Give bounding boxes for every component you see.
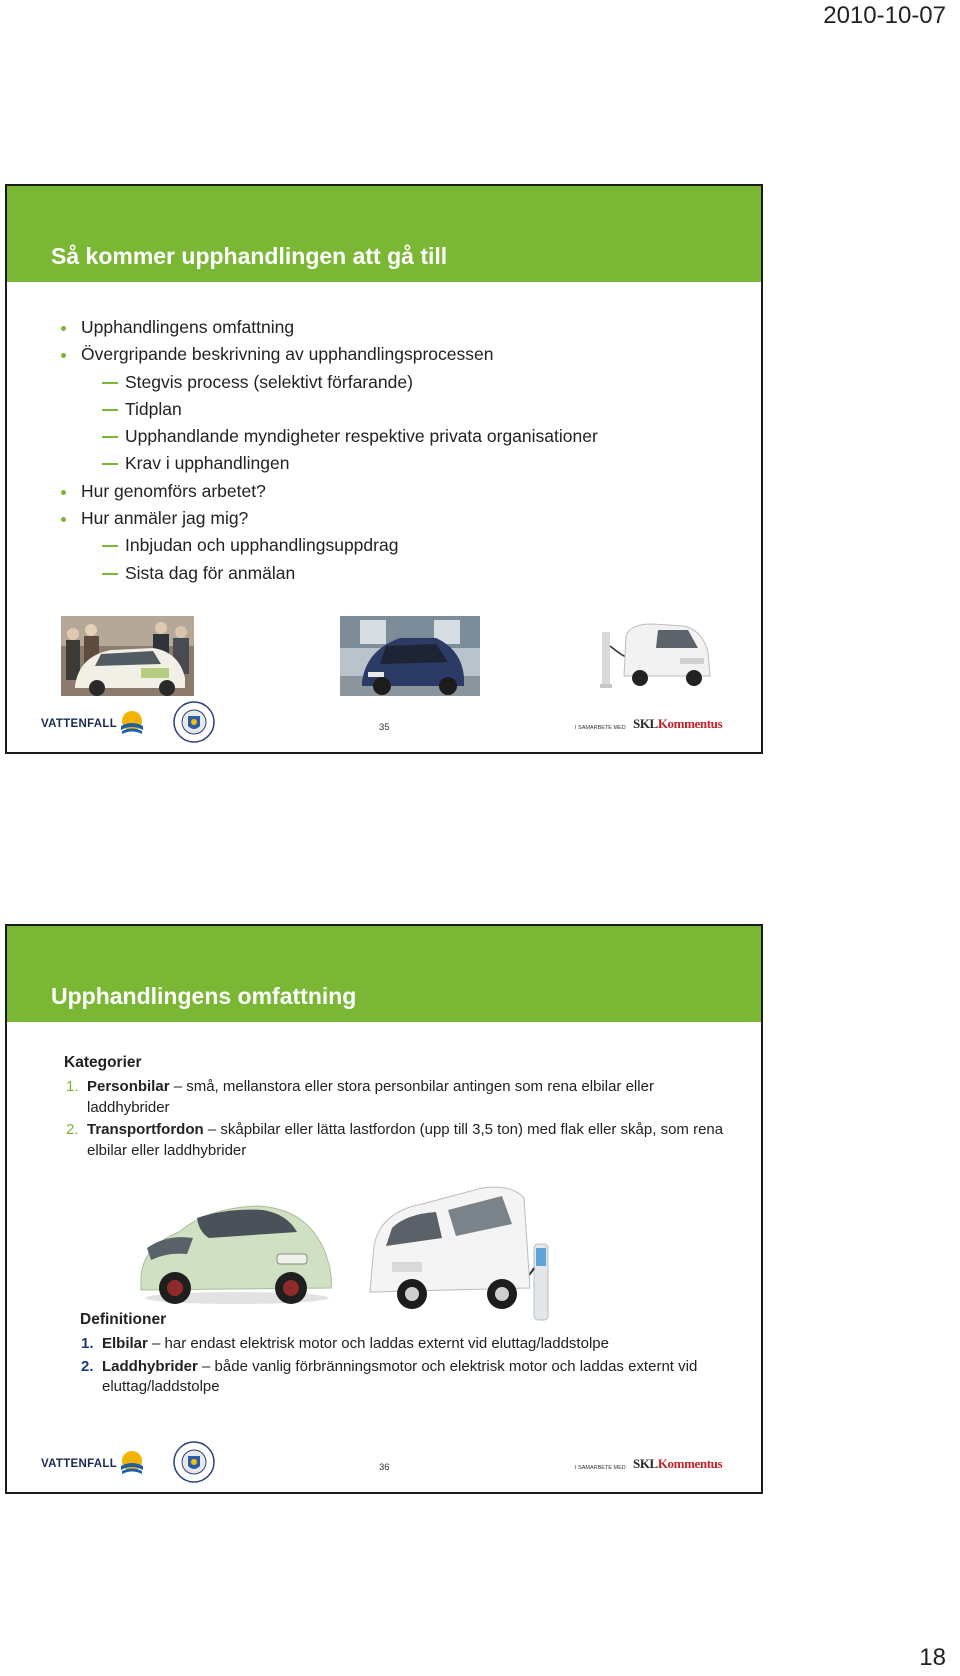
skl-kommentus-logo [633, 1456, 722, 1472]
samarbete-label: I SAMARBETE MED [575, 725, 626, 731]
stockholm-stad-seal-icon [172, 1440, 216, 1484]
slide-footer [7, 696, 761, 752]
definitions-list [81, 1334, 722, 1398]
sub-bullet-item: Tidplan [57, 396, 598, 423]
slide-number: 35 [379, 722, 390, 733]
slide-number: 36 [379, 1462, 390, 1473]
sub-bullet-item: Inbjudan och upphandlingsuppdrag [57, 532, 598, 559]
slide-header [7, 926, 761, 1022]
category-item [66, 1077, 727, 1118]
vattenfall-mark-icon [119, 1450, 145, 1476]
category-item [66, 1120, 727, 1161]
sub-bullet-item: Sista dag för anmälan [57, 560, 598, 587]
category-number: 1. [66, 1078, 79, 1095]
vattenfall-logo: VATTENFALL [41, 718, 118, 730]
definition-item [81, 1357, 722, 1398]
category-description: – skåpbilar eller lätta lastfordon (upp till 3,5 ton) med flak eller skåp, som rena elbilar eller laddhybrider [87, 1121, 724, 1159]
stockholm-stad-seal-icon [172, 700, 216, 744]
kommentus-logo-text: Kommentus [657, 716, 723, 731]
bullet-list [57, 314, 598, 587]
category-number: 2. [66, 1121, 79, 1138]
photo-white-van-charging [362, 1184, 582, 1324]
skl-logo-text: SKL [633, 716, 658, 731]
definition-term: Laddhybrider [102, 1357, 198, 1375]
slide-title: Upphandlingens omfattning [51, 983, 357, 1009]
categories-heading: Kategorier [64, 1054, 142, 1071]
sub-bullet-item: Upphandlande myndigheter respektive privata organisationer [57, 423, 598, 450]
definitions-heading: Definitioner [80, 1311, 167, 1328]
bullet-item: Hur genomförs arbetet? [57, 478, 598, 505]
vattenfall-logo: VATTENFALL [41, 1458, 118, 1470]
skl-kommentus-logo [633, 716, 722, 732]
photo-white-van-charging [592, 616, 717, 696]
category-term: Personbilar [87, 1078, 170, 1095]
categories-list [66, 1077, 727, 1161]
definition-term: Elbilar [102, 1335, 148, 1352]
bullet-item: Hur anmäler jag mig? [57, 505, 598, 532]
sub-bullet-item: Krav i upphandlingen [57, 450, 598, 477]
photo-green-electric-car [127, 1188, 347, 1308]
slide-35 [5, 184, 763, 754]
vattenfall-mark-icon [119, 710, 145, 736]
page-number: 18 [919, 1644, 946, 1671]
slide-footer [7, 1436, 761, 1492]
definition-number: 2. [81, 1357, 94, 1375]
skl-logo-text: SKL [633, 1456, 658, 1471]
samarbete-label: I SAMARBETE MED [575, 1465, 626, 1471]
slide-36 [5, 924, 763, 1494]
definition-number: 1. [81, 1335, 94, 1352]
page-date: 2010-10-07 [823, 2, 946, 29]
bullet-item: Övergripande beskrivning av upphandlingsprocessen [57, 341, 598, 368]
photo-fiat-electric-car [61, 616, 194, 696]
kommentus-logo-text: Kommentus [657, 1456, 723, 1471]
definition-item [81, 1334, 722, 1355]
sub-bullet-item: Stegvis process (selektivt förfarande) [57, 369, 598, 396]
definition-description: – har endast elektrisk motor och laddas externt vid eluttag/laddstolpe [147, 1335, 609, 1352]
photo-blue-electric-car [340, 616, 480, 696]
slide-title: Så kommer upphandlingen att gå till [51, 243, 448, 269]
category-description: – små, mellanstora eller stora personbilar antingen som rena elbilar eller laddhybrider [87, 1078, 654, 1116]
slide-header [7, 186, 761, 282]
bullet-item: Upphandlingens omfattning [57, 314, 598, 341]
category-term: Transportfordon [87, 1121, 204, 1138]
definition-description: – både vanlig förbränningsmotor och elektrisk motor och laddas externt vid eluttag/laddstolpe [102, 1357, 698, 1395]
